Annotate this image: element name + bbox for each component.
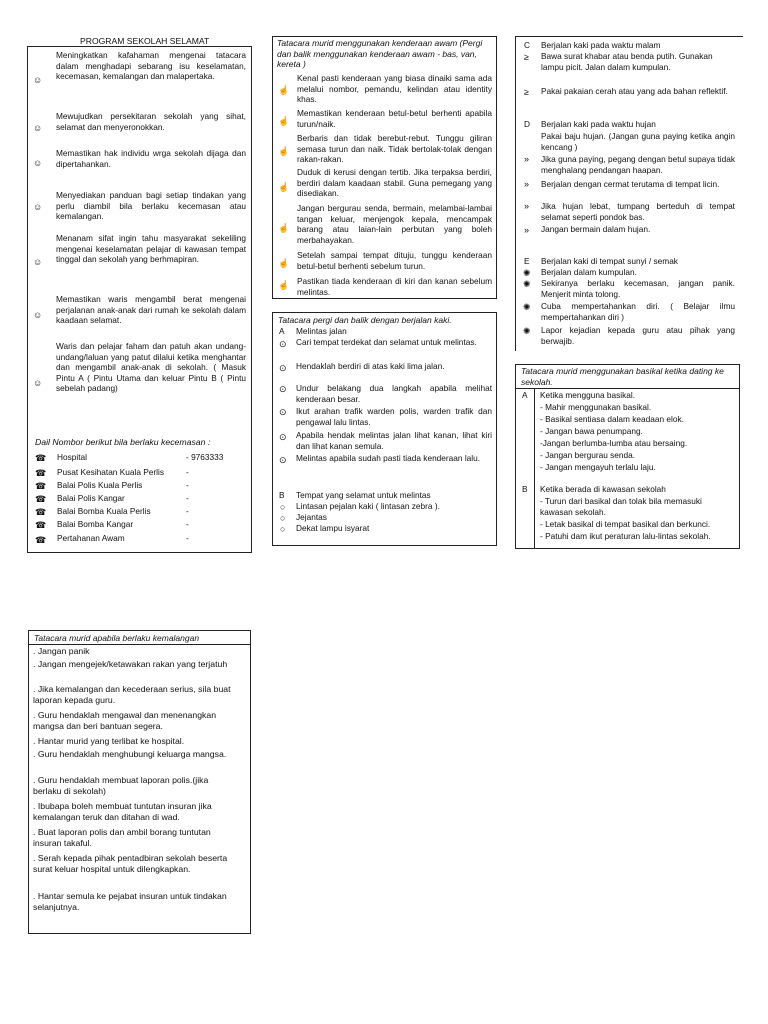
col3-item: Sekiranya berlaku kecemasan, jangan panik. Menjerit minta tolong.: [541, 278, 735, 299]
col3-item: Pakai pakaian cerah atau yang ada bahan reflektif.: [541, 86, 728, 96]
col3-panel: [515, 36, 745, 351]
phone-name: Balai Polis Kangar: [57, 493, 125, 503]
smiley-icon: ☺: [33, 310, 43, 320]
col3-item: Jika hujan lebat, tumpang berteduh di tempat selamat seperti pondok bas.: [541, 201, 735, 222]
phone-number: -: [186, 493, 189, 503]
basikal-box: [515, 364, 740, 549]
kemalangan-box: [28, 630, 251, 934]
kemalangan-item: . Hantar semula ke pejabat insuran untuk tindakan selanjutnya.: [33, 891, 227, 913]
section-letter: C: [524, 40, 530, 50]
phone-icon: ☎: [35, 507, 47, 517]
kenderaan-title: Tatacara murid menggunakan kenderaan awam (Pergi dan balik menggunakan kenderaan awam - bas, van, kereta ): [277, 38, 483, 69]
col3-item: Cuba mempertahankan diri. ( Belajar ilmu mempertahankan diri ): [541, 301, 735, 322]
kaki-item: Cari tempat terdekat dan selamat untuk melintas.: [296, 337, 477, 347]
kenderaan-item: Kenal pasti kenderaan yang biasa dinaiki sama ada melalui nombor, pemandu, kelindan atau identity khas.: [297, 73, 492, 105]
sun-icon: ✺: [523, 326, 531, 336]
basikal-divider: [516, 388, 739, 389]
circle-icon: ○: [280, 513, 286, 523]
kenderaan-item: Berbaris dan tidak berebut-rebut. Tunggu giliran semasa turun dan naik. Tidak bertolak-tolak dengan rakan-rakan.: [297, 133, 492, 165]
sun-icon: ✺: [523, 279, 531, 289]
arrow-icon: »: [524, 201, 530, 211]
arrow-icon: »: [524, 225, 530, 235]
target-icon: ⊙: [279, 432, 287, 442]
col3-item: Bawa surat khabar atau benda putih. Gunakan lampu picit. Jalan dalam kumpulan.: [541, 51, 713, 72]
phone-icon: ☎: [35, 520, 47, 530]
col3-item: Jangan bermain dalam hujan.: [541, 224, 651, 234]
phone-name: Balai Bomba Kuala Perlis: [57, 506, 151, 516]
target-icon: ⊙: [279, 363, 287, 373]
kaki-item: Hendaklah berdiri di atas kaki lima jalan.: [296, 361, 445, 371]
basikal-item: - Jangan bawa penumpang.: [540, 426, 643, 436]
program-item: Waris dan pelajar faham dan patuh akan undang-undang/laluan yang patut dilalui ketika menghantar dan mengambil anak-anak di sekolah. ( Masuk Pintu A ( Pintu Utama dan keluar Pintu B ( Pintu sebelah padang): [56, 341, 246, 394]
section-label: Melintas jalan: [296, 326, 347, 336]
kemalangan-item: . Serah kepada pihak pentadbiran sekolah beserta surat keluar hospital untuk dilengkapkan.: [33, 853, 228, 875]
target-icon: ⊙: [279, 384, 287, 394]
kemalangan-item: . Guru hendaklah membuat laporan polis.(jika berlaku di sekolah): [33, 775, 209, 797]
kaki-item: Melintas apabila sudah pasti tiada kenderaan lalu.: [296, 453, 481, 463]
col3-item: Jika guna paying, pegang dengan betul supaya tidak menghalang pendangan haapan.: [541, 154, 735, 175]
hand-icon: ☝: [278, 85, 290, 95]
kenderaan-item: Duduk di kerusi dengan tertib. Jika terpaksa berdiri, berdiri dalam kaadaan stabil. Guna pemegang yang disediakan.: [297, 167, 492, 199]
kaki-item: Ikut arahan trafik warden polis, warden trafik dan pengawal lalu lintas.: [296, 406, 492, 427]
sun-icon: ✺: [523, 268, 531, 278]
hand-icon: ☝: [278, 116, 290, 126]
phone-name: Pertahanan Awam: [57, 533, 125, 543]
kaki-item: Dekat lampu isyarat: [296, 523, 370, 533]
basikal-col-divider: [534, 388, 535, 548]
kaki-title: Tatacara pergi dan balik dengan berjalan kaki.: [278, 315, 452, 325]
kemalangan-item: . Hantar murid yang terlibat ke hospital.: [33, 736, 185, 746]
kenderaan-item: Pastikan tiada kenderaan di kiri dan kanan sebelum melintas.: [297, 276, 492, 297]
phone-icon: ☎: [35, 453, 47, 463]
section-letter: D: [524, 119, 530, 129]
kaki-box: [272, 312, 497, 546]
phone-name: Balai Polis Kuala Perlis: [57, 480, 143, 490]
hand-icon: ☝: [278, 182, 290, 192]
col3-item: Berjalan dengan cermat terutama di tempat licin.: [541, 179, 720, 189]
kemalangan-item: . Jangan mengejek/ketawakan rakan yang terjatuh: [33, 659, 228, 669]
kenderaan-item: Setelah sampai tempat dituju, tunggu kenderaan betul-betul berhenti sebelum turun.: [297, 250, 492, 271]
phone-number: -: [186, 533, 189, 543]
basikal-item: - Letak basikal di tempat basikal dan berkunci.: [540, 519, 711, 529]
phone-name: Hospital: [57, 452, 87, 462]
program-item: Meningkatkan kafahaman mengenai tatacara dalam menghadapi sebarang isu keselamatan, kecemasan, kemalangan dan malapertaka.: [56, 50, 246, 82]
section-label: Berjalan kaki pada waktu hujan: [541, 119, 656, 129]
target-icon: ⊙: [279, 339, 287, 349]
col3-item: Lapor kejadian kepada guru atau pihak yang berwajib.: [541, 325, 735, 346]
sun-icon: ✺: [523, 302, 531, 312]
basikal-title: Tatacara murid menggunakan basikal ketika dating ke sekolah.: [521, 366, 724, 387]
phone-icon: ☎: [35, 535, 47, 545]
col3-item: Pakai baju hujan. (Jangan guna paying ketika angin kencang ): [541, 131, 735, 152]
kemalangan-item: . Guru hendaklah mengawal dan menenangkan mangsa dan beri bantuan segera.: [33, 710, 217, 732]
phone-icon: ☎: [35, 468, 47, 478]
phone-number: -: [186, 480, 189, 490]
kemalangan-divider: [29, 644, 250, 645]
basikal-item: - Jangan mengayuh terlalu laju.: [540, 462, 656, 472]
basikal-item: - Patuhi dam ikut peraturan lalu-lintas sekolah.: [540, 531, 711, 541]
section-label: Berjalan kaki di tempat sunyi / semak: [541, 256, 678, 266]
program-item: Memastikan hak individu wrga sekolah dijaga dan dipertahankan.: [56, 148, 246, 169]
program-item: Memastikan waris mengambil berat mengenai perjalanan anak-anak dari rumah ke sekolah dalam kaadaan selamat.: [56, 294, 246, 326]
phone-number: -: [186, 519, 189, 529]
hand-icon: ☝: [278, 280, 290, 290]
smiley-icon: ☺: [33, 202, 43, 212]
kemalangan-item: . Ibubapa boleh membuat tuntutan insuran jika kemalangan teruk dan ditahan di wad.: [33, 801, 212, 823]
kemalangan-title: Tatacara murid apabila berlaku kemalangan: [34, 633, 200, 643]
basikal-item: - Basikal sentiasa dalam keadaan elok.: [540, 414, 684, 424]
section-label: Ketika mengguna basikal.: [540, 390, 636, 400]
smiley-icon: ☺: [33, 257, 43, 267]
section-label: Tempat yang selamat untuk melintas: [296, 490, 431, 500]
kemalangan-item: . Buat laporan polis dan ambil borang tuntutan insuran takaful.: [33, 827, 211, 849]
circle-icon: ○: [280, 524, 286, 534]
kenderaan-box: [272, 36, 497, 299]
kaki-item: Apabila hendak melintas jalan lihat kanan, lihat kiri dan lihat kanan semula.: [296, 430, 492, 451]
kaki-item: Lintasan pejalan kaki ( lintasan zebra ).: [296, 501, 440, 511]
program-title: PROGRAM SEKOLAH SELAMAT: [80, 36, 210, 46]
kaki-item: Undur belakang dua langkah apabila melihat kenderaan besar.: [296, 383, 492, 404]
target-icon: ⊙: [279, 407, 287, 417]
program-item: Menanam sifat ingin tahu masyarakat sekeliling mengenai keselamatan pelajar di kawasan tempat tinggal dan sekolah yang berhmapiran.: [56, 233, 246, 265]
section-letter: A: [279, 326, 285, 336]
section-letter: B: [279, 490, 285, 500]
smiley-icon: ☺: [33, 158, 43, 168]
hand-icon: ☝: [278, 146, 290, 156]
arrow-icon: »: [524, 179, 530, 189]
phone-icon: ☎: [35, 494, 47, 504]
kaki-item: Jejantas: [296, 512, 327, 522]
program-item: Mewujudkan persekitaran sekolah yang sihat, selamat dan menyeronokkan.: [56, 111, 246, 132]
arrow-icon: »: [524, 154, 530, 164]
program-box: [27, 46, 252, 553]
phone-name: Balai Bomba Kangar: [57, 519, 134, 529]
smiley-icon: ☺: [33, 378, 43, 388]
phone-icon: ☎: [35, 481, 47, 491]
phone-number: -: [186, 467, 189, 477]
hand-icon: ☝: [278, 258, 290, 268]
phone-title: Dail Nombor berikut bila berlaku kecemasan :: [35, 437, 211, 447]
kemalangan-item: . Jangan panik: [33, 646, 90, 656]
kemalangan-item: . Guru hendaklah menghubungi keluarga mangsa.: [33, 749, 227, 759]
circle-icon: ○: [280, 502, 286, 512]
program-item: Menyediakan panduan bagi setiap tindakan yang perlu diambil bila berlaku kecemasan atau kemalangan.: [56, 190, 246, 222]
col3-top-border: [515, 36, 743, 37]
col3-left-border: [515, 36, 516, 351]
section-letter: B: [522, 484, 528, 494]
target-icon: ⊙: [279, 455, 287, 465]
arrow-icon: ≥: [524, 52, 529, 62]
basikal-item: - Mahir menggunakan basikal.: [540, 402, 652, 412]
kemalangan-item: . Jika kemalangan dan kecederaan serius, sila buat laporan kepada guru.: [33, 684, 231, 706]
kenderaan-item: Jangan bergurau senda, bermain, melambai-lambai tangan keluar, menjengok kepala, mencampak barang atau laian-lain perbutan yang boleh merbahayakan.: [297, 203, 492, 245]
section-letter: E: [524, 256, 530, 266]
smiley-icon: ☺: [33, 123, 43, 133]
section-label: Berjalan kaki pada waktu malam: [541, 40, 661, 50]
section-letter: A: [522, 390, 528, 400]
col3-item: Berjalan dalam kumpulan.: [541, 267, 637, 277]
phone-number: - 9763333: [186, 452, 224, 462]
phone-name: Pusat Kesihatan Kuala Perlis: [57, 467, 165, 477]
smiley-icon: ☺: [33, 75, 43, 85]
section-label: Ketika berada di kawasan sekolah: [540, 484, 666, 494]
arrow-icon: ≥: [524, 87, 529, 97]
basikal-item: - Jangan bergurau senda.: [540, 450, 636, 460]
basikal-item: - Turun dari basikal dan tolak bila memasuki kawasan sekolah.: [540, 496, 702, 517]
basikal-item: -Jangan berlumba-lumba atau bersaing.: [540, 438, 688, 448]
phone-number: -: [186, 506, 189, 516]
hand-icon: ☝: [278, 223, 290, 233]
kenderaan-item: Memastikan kenderaan betul-betul berhenti apabila turun/naik.: [297, 108, 492, 129]
